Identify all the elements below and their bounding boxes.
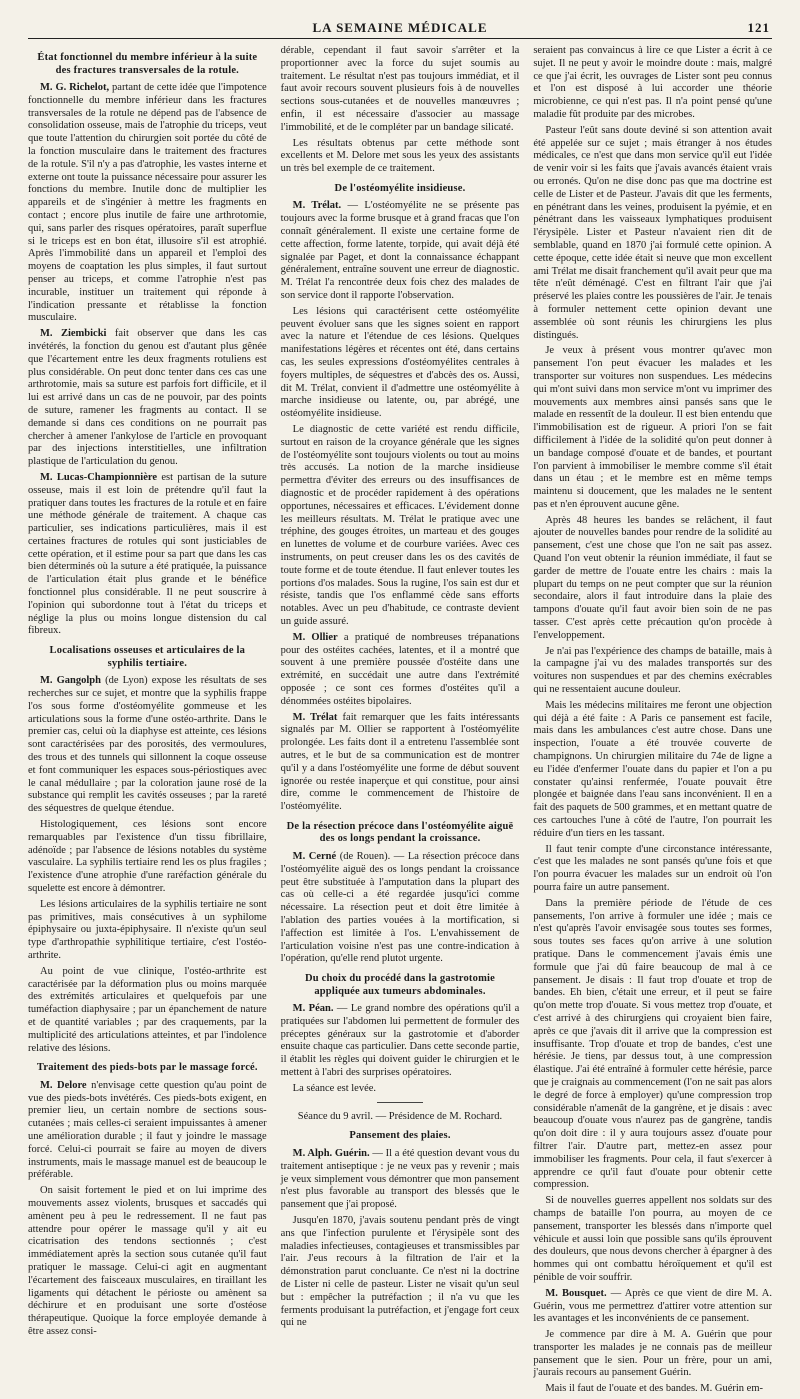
paragraph-text: Au point de vue clinique, l'ostéo-arthrite est caractérisée par la déformation plus ou moins marquée des extrémités articulaires et quelquefois par une tuméfaction diaphysaire ; par un épanchement de nature et de quantité variables ; par des craquements, par la multiplicité des articulations atteintes, et par l'indolence relative des lésions.: [28, 965, 267, 1054]
section-heading: Traitement des pieds-bots par le massage forcé.: [36, 1062, 258, 1074]
paragraph-text: fait observer que dans les cas invétérés, la fonction du genou est d'autant plus gênée que l'écartement entre les deux fragments rotuliens est plus considérable. On peut donc tenter dans ces cas une arthrotomie, mais sa suture est parfois fort difficile, et il lui est arrivé dans un cas de ne pouvoir, par des points de suture, ramener les fragments au contact. Il se demande si dans ces conditions on ne pourrait pas chercher à amener l'ankylose de l'article en provoquant par des injections interstitielles, une infiltration plastique de l'articulation du genou.: [28, 328, 267, 468]
paragraph: [281, 1083, 520, 1096]
speaker-name: M. G. Richelot,: [40, 82, 110, 93]
paragraph: [28, 1080, 267, 1182]
section-heading: État fonctionnel du membre inférieur à la suite des fractures transversales de la rotule.: [37, 52, 258, 76]
paragraph-text: Les résultats obtenus par cette méthode sont excellents et M. Delore met sous les yeux des assistants un très bel exemple de ce traitement.: [280, 137, 520, 175]
running-header: [28, 18, 772, 39]
section-heading: De la résection précoce dans l'ostéomyélite aiguë des os longs pendant la croissance.: [286, 820, 514, 845]
paragraph: [28, 899, 267, 963]
paragraph: [28, 819, 267, 896]
paragraph: [281, 1215, 520, 1330]
column-2: [281, 45, 520, 1399]
paragraph: [281, 1148, 520, 1212]
paragraph: [533, 1329, 772, 1380]
speaker-name: M. Ziembicki: [40, 328, 107, 340]
paragraph: [28, 472, 267, 638]
section-heading: Pansement des plaies.: [349, 1130, 451, 1142]
paragraph: [533, 45, 772, 122]
paragraph-text: Il faut tenir compte d'une circonstance intéressante, c'est que les malades ne sont pansés qu'une fois et que l'on pourra évacuer les malades sur un endroit où l'on pourra faire un autre pansement.: [533, 843, 772, 893]
journal-title: LA SEMAINE MÉDICALE: [312, 20, 488, 35]
paragraph: [533, 646, 772, 697]
paragraph-text: Les lésions articulaires de la syphilis tertiaire ne sont pas primitives, mais consécutives à un syphilome épiphysaire ou juxta-épiphysaire. Il n'existe qu'un seul type d'arthropathie syphilitique tertiaire, c'est l'ostéo-arthrite.: [28, 898, 267, 961]
paragraph-text: Mais les médecins militaires me feront une objection qui déjà a été faite : A Paris ce pansement est facile, mais dans les ambulances c'est autre chose. Dans une inspection, l'ouate a été trouvée couverte de champignons. Un chirurgien militaire du 74e de ligne a eu l'idée d'enfermer l'ouate dans du papier et l'on a pu constater qu'ainsi renfermée, l'ouate pouvait être plongée et baignée dans l'eau sans inconvénient. Il en a fait des paquets de 500 grammes, et en mettant quatre de ces cartouches l'une à côté de l'autre, l'on pourrait les réduire d'un tiers en les tassant.: [533, 699, 772, 839]
speaker-name: M. Delore: [40, 1079, 87, 1091]
paragraph-text: On saisit fortement le pied et on lui imprime des mouvements assez violents, brusques et saccadés qui amènent peu à peu le redressement. Il ne faut pas attendre pour opérer le massage qu'il y ait eu cicatrisation des tendons sectionnés ; c'est immédiatement après la section sous cutanée qu'il faut pratiquer le massage. Celui-ci agit en augmentant l'écartement des faisceaux musculaires, en tiraillant les ligaments qui détachent le périoste ou amènent sa déchirure et en produisant une sorte d'ostéose thérapeutique. Quoique la force employée demande à être assez consi-: [28, 1185, 267, 1338]
paragraph: [281, 632, 520, 709]
speaker-name: M. Péan.: [292, 1003, 334, 1015]
paragraph-text: Jusqu'en 1870, j'avais soutenu pendant près de vingt ans que l'infection purulente et l'érysipèle sont des maladies infectieuses, contagieuses et transmissibles par l'air. J'eus recours à la filtration de l'air et la démonstration parut concluante. Ce n'est ni la doctrine de Lister ni celle de pasteur. Lister ne visait qu'un seul but : empêcher la putréfaction ; il n'a vu que les ferments produisant la putréfaction, et j'engage fort ceux qui ne: [280, 1214, 520, 1329]
section-heading: Localisations osseuses et articulaires de la syphilis tertiaire.: [49, 645, 246, 669]
paragraph: [533, 125, 772, 343]
paragraph: [533, 700, 772, 841]
speaker-name: M. Trélat: [292, 711, 338, 723]
paragraph: [28, 328, 267, 469]
paragraph-text: Je veux à présent vous montrer qu'avec mon pansement l'on peut évacuer les malades et les transporter sur voitures non suspendues. Les médecins qui m'ont suivi dans mon service m'ont vu imprimer des mouvements aux membres ainsi pansés sans que le malade en ressentît de la douleur. Il est bien entendu que l'immobilisation est de rigueur. A priori l'on se fait difficilement à l'idée de la solidité qu'on peut donner à un bandage composé d'ouate et de bandes, et pourtant l'on parvient à immobiliser le membre comme s'il était dans un étau ; et le membre est en même temps maintenu si doucement, que les malades ne le sentent pas et n'en éprouvent aucune gêne.: [533, 345, 772, 510]
section-heading: De l'ostéomyélite insidieuse.: [334, 182, 466, 194]
paragraph: [28, 1185, 267, 1339]
paragraph-text: dérable, cependant il faut savoir s'arrêter et la proportionner avec la force du sujet soumis au traitement. Le résultat n'est pas toujours immédiat, et il faut avoir recours souvent plusieurs fois à de nouvelles sections sous-cutanées et de nouvelles manœuvres ; enfin, il est nécessaire d'associer au massage l'immobilité, et de le compléter par un bandage silicaté.: [280, 45, 520, 133]
paragraph-text: fait remarquer que les faits intéressants signalés par M. Ollier se rapportent à l'ostéomyélite prolongée. Les faits dont il a entretenu l'assemblée sont autres, et le but de sa communication est de montrer qu'il y a dans l'ostéomyélite une forme de début souvent ignorée ou restée inaperçue et qui constitue, pour ainsi dire, comme le commencement de l'histoire de l'ostéomyélite.: [280, 711, 520, 813]
journal-page: [28, 18, 772, 1395]
paragraph-text: n'envisage cette question qu'au point de vue des pieds-bots invétérés. Ces pieds-bots exigent, en premier lieu, un certain nombre de sections sous-cutanées ; mais celles-ci seraient impuissantes à amener une amélioration durable ; il faut y joindre le massage forcé. Celui-ci pourrait se faire au moyen de divers instruments, mais le massage manuel est de beaucoup le préférable.: [28, 1079, 267, 1181]
column-1: [28, 45, 267, 1399]
paragraph-text: — L'ostéomyélite ne se présente pas toujours avec la forme brusque et à grand fracas que l'on connaît généralement. Il existe une certaine forme de cette affection, forme latente, torpide, qui avait déjà été signalée par Paget, et dont la connaissance échappant généralement, entraîne souvent une erreur de diagnostic. M. Trélat l'a rencontrée deux fois chez des malades de son service dont il rapporte l'observation.: [280, 200, 520, 302]
section-divider: [377, 1102, 423, 1103]
paragraph: [281, 851, 520, 966]
paragraph-text: — Il a été question devant vous du traitement antiseptique : je ne veux pas y revenir ; mais je veux simplement vous démontrer que mon pansement n'est plus favorable au transport des blessés que le pansement que j'ai proposé.: [280, 1147, 520, 1211]
paragraph-text: — Le grand nombre des opérations qu'il a pratiquées sur l'abdomen lui permettent de formuler des préceptes généraux sur la gastrotomie et d'aborder ensuite chaque cas particulier. Dans cette seconde partie, il établit les règles qui doivent guider le chirurgien et le mettent à l'abri des surprises opératoires.: [280, 1003, 520, 1079]
paragraph: [281, 712, 520, 814]
page-number: 121: [747, 20, 770, 35]
paragraph: [533, 844, 772, 895]
paragraph-text: Après 48 heures les bandes se relâchent, il faut ajouter de nouvelles bandes pour rendre de la solidité au pansement, c'est une chose que l'on ne sait pas assez. Quand l'on veut obtenir la réunion immédiate, il faut se garder de mettre de l'ouate entre les chairs : mais la plupart du temps on ne peut compter que sur la réunion secondaire, alors il faut introduire dans la plaie des tampons d'ouate qu'il faut avoir bien soin de ne pas tasser. C'est après cette précaution qu'on procède à l'enveloppement.: [533, 514, 772, 641]
paragraph-text: — Après ce que vient de dire M. A. Guérin, vous me permettrez d'attirer votre attention sur les avantages et les inconvénients de ce pansement.: [533, 1287, 772, 1325]
paragraph-text: partant de cette idée que l'impotence fonctionnelle du membre inférieur dans les fractures transversales de la rotule ne dépend pas de l'absence de consolidation osseuse, mais de l'atrophie du triceps, veut que toute l'attention du chirurgien soit portée du côté de la fonction musculaire dans le traitement des fractures de la rotule. S'il n'y a pas d'atrophie, les vastes interne et externe ont toute la puissance nécessaire pour assurer les fonctions du membre. Inutile donc de multiplier les appareils et de s'ingénier à mettre les fragments en contact ; encore plus inutile de faire une arthrotomie, qui, sans parler des risques opératoires, paraît superflue si le triceps est en bon état, illusoire s'il est atrophié. Après l'immobilité dans un appareil et l'emploi des moyens de coaptation les plus simples, il faut surtout penser au triceps, et comme l'atrophie n'est pas incurable, instituer un traitement qui réponde à l'indication pressante et rétablisse la fonction musculaire.: [28, 82, 267, 324]
paragraph: [281, 306, 520, 421]
paragraph-text: Dans la première période de l'étude de ces pansements, l'on arrive à formuler une idée ; mais ce n'est qu'après l'avoir envisagée sous toutes ses formes, sous toutes ses faces qu'on arrive à une solution pratique. Dans le commencement j'avais émis une formule que j'ai dû faire beaucoup de mal à ce pansement. Je disais : Il faut trop d'ouate et trop de bandes. Eh bien, c'était une erreur, et il peut se faire qu'on mette trop d'ouate. Si vous mettez trop d'ouate, et c'est arrivé à des chirurgiens qui croyaient bien faire, après ce que j'avais dit il arrive que la compression est insuffisante. Trop d'ouate et trop de bandes, c'est une hérésie. Je tiens, par dessus tout, à une compression élastique. J'ai été entraîné à formuler cette hérésie, parce que je craignais au commencement (l'on ne sait pas alors le degré de force à employer) qu'une compression trop considérable n'amenât de la gangrène, et je disais : avec beaucoup d'ouate vous n'aurez pas de gangrène, tandis qu'on doit dire : il y aura toujours assez d'ouate pour filtrer l'air. D'autre part, mettez-en assez pour immobiliser les fragments. Pour cela, il faut s'exercer à apprendre ce qu'il faut d'ouate pour obtenir cette compression.: [533, 897, 772, 1191]
paragraph: [28, 82, 267, 325]
speaker-name: M. Bousquet.: [545, 1287, 607, 1299]
section-heading: Du choix du procédé dans la gastrotomie appliquée aux tumeurs abdominales.: [304, 973, 495, 997]
column-3: [533, 45, 772, 1399]
paragraph: [533, 1383, 772, 1396]
speaker-name: M. Ollier: [292, 631, 338, 643]
paragraph: [533, 1288, 772, 1326]
paragraph: [281, 200, 520, 302]
paragraph: [533, 1195, 772, 1285]
speaker-name: M. Gangolph: [40, 675, 101, 687]
paragraph: [28, 675, 267, 816]
paragraph: [533, 345, 772, 511]
paragraph: [533, 515, 772, 643]
speaker-name: M. Lucas-Championnière: [40, 471, 158, 483]
paragraph-text: est partisan de la suture osseuse, mais il est loin de prétendre qu'il faut la pratiquer dans toutes les fractures de la rotule et en faire une méthode générale de traitement. A chaque cas particulier, ses indications particulières, mais il est certaines fractures de rotules qui sont justiciables de cette opération, et il estime pour sa part que dans les cas bien déterminés où la suture a été pratiquée, la puissance de l'articulation était plus grande et le bénéfice fonctionnel plus considérable. Il ne peut souscrire à l'opinion qui subordonne tout à l'état du triceps et néglige la plus ou moins longue distension du cal fibreux.: [28, 471, 267, 637]
text-columns: [28, 45, 772, 1395]
paragraph-text: a pratiqué de nombreuses trépanations pour des ostéites cachées, latentes, et il a montré que souvent à une première poussée d'ostéite dans une extrémité, en succédait une autre dans l'extrémité opposée ; ce sont ces formes d'ostéites qu'il a dénommées ostéites bipolaires.: [280, 631, 520, 707]
paragraph-text: Histologiquement, ces lésions sont encore remarquables par l'existence d'un tissu fibrillaire, adénoïde ; par l'absence de lésions notables du système vasculaire. La syphilis tertiaire rend les os plus fragiles ; l'existence d'une atrophie d'une raréfaction générale du squelette est encore à démontrer.: [28, 819, 267, 895]
session-line: Séance du 9 avril. — Présidence de M. Rochard.: [297, 1110, 503, 1122]
paragraph-text: La séance est levée.: [292, 1082, 377, 1094]
paragraph-text: Pasteur l'eût sans doute deviné si son attention avait été appelée sur ce sujet ; mais étranger à nos études médicales, ce n'est que dans mon service qu'il eut l'idée de venir voir si les faits que j'avais avancés étaient vrais ou erronés. Qu'on ne dise donc pas que ma doctrine est celle de Lister et de Pasteur. J'avais dit que les ferments, en pénétrant dans les veines, produisent la pyémie, et en pénétrant dans les vaisseaux lymphatiques produisent l'érysipèle. Lister et Pasteur n'avaient rien dit de semblable, quand en 1870 j'ai formulé cette opinion. A cette époque, cette idée était si neuve que mon excellent ami Trélat me disait franchement qu'il avait peur que ma tête n'eût déménagé. C'est en filtrant l'air que j'ai préservé les plaies contre les poussières de l'air. Je tenais à formuler nettement cette opinion devant une assemblée où sont réunis les chirurgiens les plus distingués.: [533, 124, 772, 341]
speaker-name: M. Trélat.: [292, 200, 342, 212]
paragraph: [28, 966, 267, 1056]
paragraph-text: (de Rouen). — La résection précoce dans l'ostéomyélite aiguë des os longs pendant la croissance peut être substituée à l'amputation dans la plupart des cas où celle-ci a été regardée jusqu'ici comme nécessaire. La résection peut et doit être limitée à l'ablation des parties vouées à la mortification, si l'affection est limitée à l'os. L'envahissement de l'articulation voisine n'est pas une contre-indication à l'opération, qu'elle rend plutot urgente.: [280, 850, 520, 965]
speaker-name: M. Alph. Guérin.: [292, 1147, 370, 1159]
paragraph-text: Le diagnostic de cette variété est rendu difficile, surtout en raison de la croyance générale que les signes de l'ostéomyélite sont toujours violents ou tout au moins très accusés. La notion de la marche insidieuse permettra d'éviter des erreurs ou des insuffisances de diagnostic et de procéder rapidement à des opérations opportunes, nécessaires et efficaces. L'évidement donne les meilleurs résultats. M. Trélat le pratique avec une tréphine, des gouges étroites, un marteau et des gouges en lunettes de volume et de courbure variées. Avec ces instruments, on peut creuser dans les os des cavités de toute forme et de toute étendue. Il faut enlever toutes les portions d'os malades. Sous la rugine, l'os sain est dur et résiste, tandis que l'os enflammé cède sans efforts notables. Avec un peu d'habitude, ce contraste devient un guide assuré.: [280, 424, 520, 627]
speaker-name: M. Cerné: [292, 850, 337, 862]
paragraph: [533, 898, 772, 1192]
paragraph-text: Si de nouvelles guerres appellent nos soldats sur des champs de bataille l'on pourra, au moyen de ce pansement, transporter les blessés dans n'importe quel véhicule et aussi loin que possible sans qu'ils éprouvent des douleurs, que nous devons chercher à épargner à des hommes qui ont combattu héroïquement et qu'il est pénible de voir souffrir.: [533, 1195, 772, 1283]
paragraph: [281, 138, 520, 176]
paragraph-text: Je commence par dire à M. A. Guérin que pour transporter les malades je ne connais pas de meilleur pansement que le sien. Pour un frère, pour un ami, j'aurais recours au pansement Guérin.: [533, 1329, 772, 1379]
paragraph: [281, 45, 520, 135]
paragraph: [281, 1003, 520, 1080]
paragraph-text: Je n'ai pas l'expérience des champs de bataille, mais à la campagne j'ai vu des malades transportés sur des voitures non suspendues et par des chemins exécrables qui ne ressentaient aucune douleur.: [533, 645, 772, 696]
paragraph-text: (de Lyon) expose les résultats de ses recherches sur ce sujet, et montre que la syphilis frappe l'os sous forme d'ostéomyélite gommeuse et les articulations sous la forme d'une ostéo-arthrite. Dans le premier cas, celui où la diaphyse est atteinte, ces lésions sont caractérisées par des porosités, des vermoulures, des trous et des tunnels qui sillonnent la coque osseuse et font communiquer les espaces sous-périostiques avec le canal médullaire ; par la coloration jaune rosé de la substance qui remplit les cavités osseuses ; par la rareté des séquestres de quelque étendue.: [28, 675, 267, 815]
paragraph: [281, 424, 520, 629]
paragraph-text: seraient pas convaincus à lire ce que Lister a écrit à ce sujet. Il ne peut y avoir le moindre doute : mais, malgré ce que j'ai écrit, les ouvrages de Lister sont peu connus et l'on est disposé à lui accorder une théorie microbienne, ce qui n'est pas. Il n'a point pensé qu'une maladie fût produite par des microbes.: [533, 45, 772, 120]
paragraph-text: Mais il faut de l'ouate et des bandes. M. Guérin em-: [545, 1383, 763, 1395]
paragraph-text: Les lésions qui caractérisent cette ostéomyélite peuvent évoluer sans que les signes soient en rapport avec la nature et l'étendue de ces lésions. Quelques manifestations légères et récentes ont été, dans certains cas, les seules expressions d'ostéomyélites centrales à foyers multiples, de séquestres et d'abcès des os. Aussi, dit M. Trélat, convient il d'admettre une ostéomyélite à marche insidieuse ou latente, ou, par abrégé, une ostéomyélite insidieuse.: [280, 305, 520, 420]
